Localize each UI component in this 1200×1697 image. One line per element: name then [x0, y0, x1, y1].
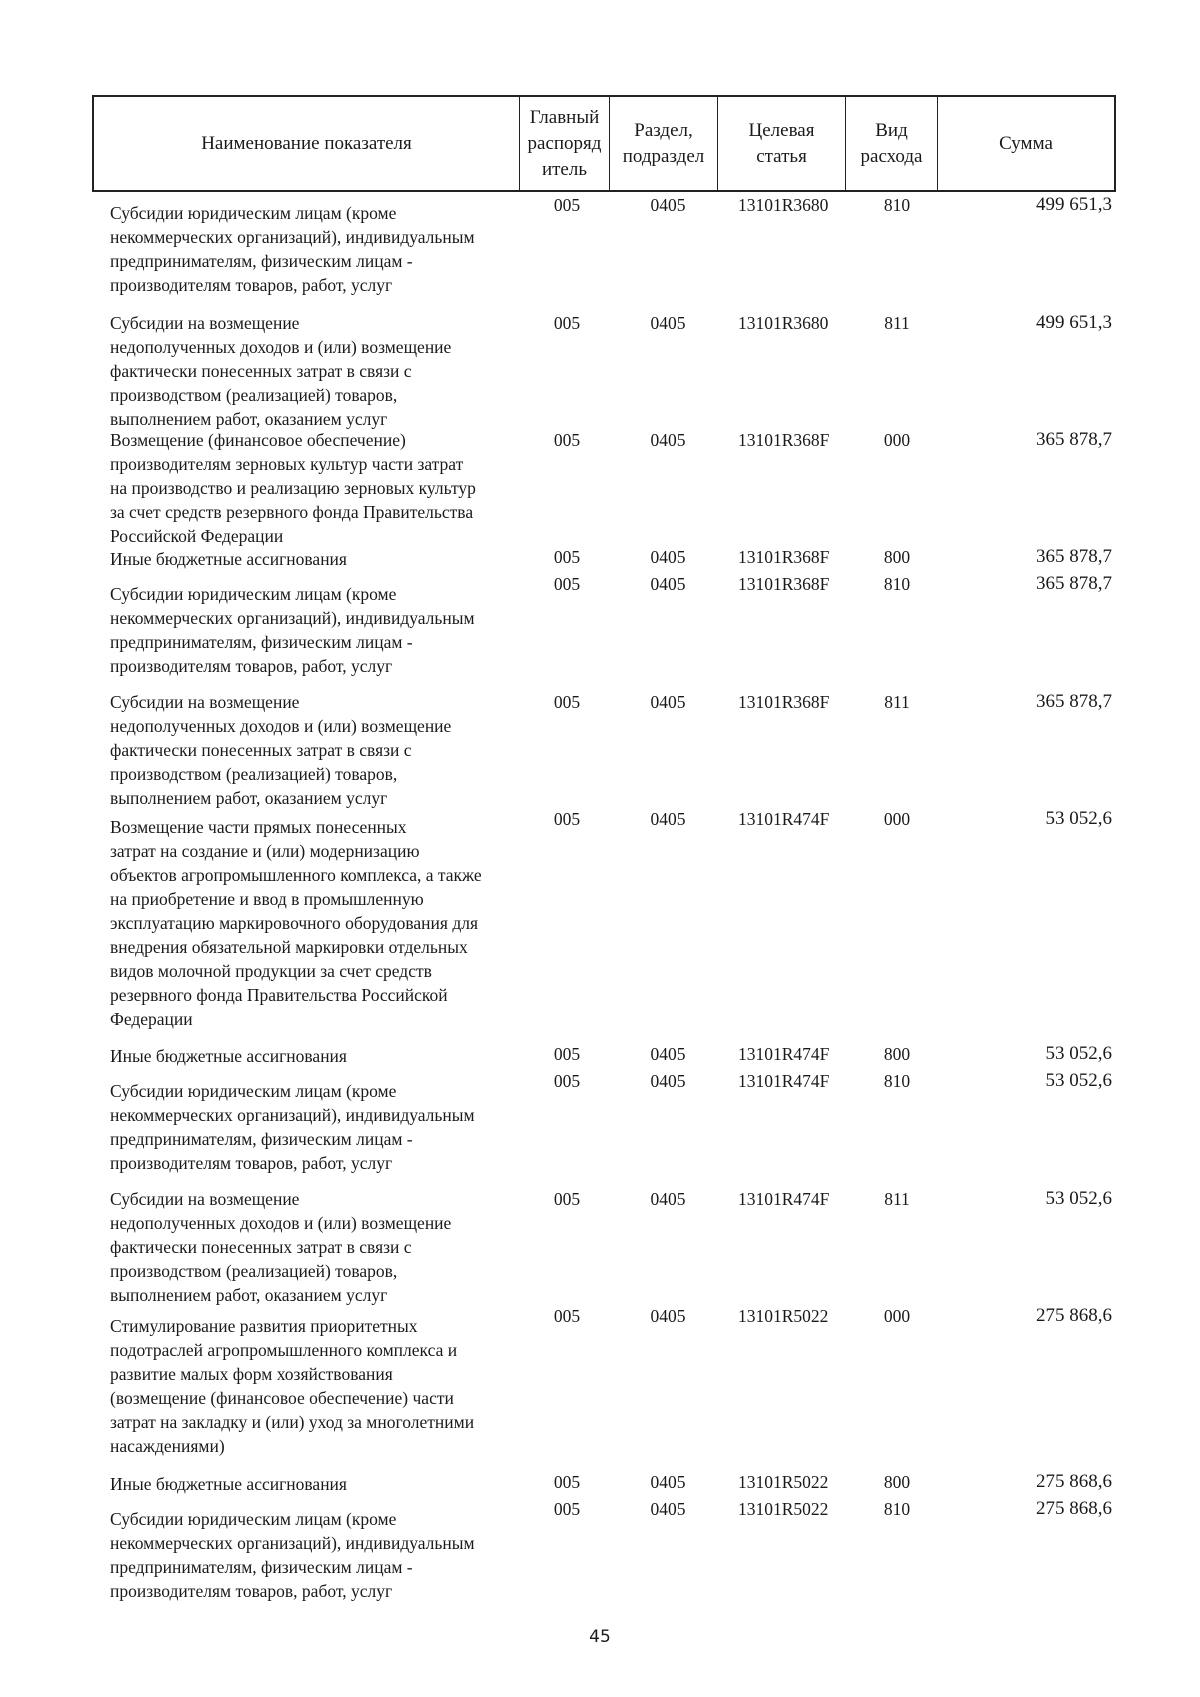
row-vid: 800 [883, 1044, 911, 1064]
row-razdel: 0405 [650, 574, 686, 594]
row-razdel: 0405 [650, 1044, 686, 1064]
row-razdel: 0405 [650, 430, 686, 450]
row-statya: 13101R368F [738, 430, 830, 450]
row-glavny: 005 [553, 313, 581, 333]
row-summa: 53 052,6 [1045, 1070, 1112, 1091]
row-statya: 13101R474F [738, 1044, 830, 1064]
row-statya: 13101R474F [738, 1071, 830, 1091]
row-razdel: 0405 [650, 313, 686, 333]
row-summa: 365 878,7 [1036, 573, 1112, 594]
header-summa: Сумма [999, 132, 1053, 154]
page-number: 45 [589, 1627, 611, 1647]
row-summa: 499 651,3 [1036, 312, 1112, 333]
header-razdel: Раздел, подраздел [610, 97, 718, 190]
row-vid: 810 [883, 1071, 911, 1091]
row-glavny: 005 [553, 1306, 581, 1326]
row-name: Субсидии юридическим лицам (кроме некоммерческих организаций), индивидуальным предпринимателям, физическим лицам - производителям товаров, работ, услуг [110, 203, 475, 295]
row-statya: 13101R368F [738, 692, 830, 712]
row-razdel: 0405 [650, 1306, 686, 1326]
row-name: Иные бюджетные ассигнования [110, 1474, 347, 1494]
row-summa: 53 052,6 [1045, 808, 1112, 829]
row-razdel: 0405 [650, 1071, 686, 1091]
row-summa: 275 868,6 [1036, 1498, 1112, 1519]
row-razdel: 0405 [650, 547, 686, 567]
row-glavny: 005 [553, 547, 581, 567]
row-vid: 810 [883, 1499, 911, 1519]
row-glavny: 005 [553, 574, 581, 594]
row-statya: 13101R3680 [738, 195, 829, 215]
row-statya: 13101R3680 [738, 313, 829, 333]
row-razdel: 0405 [650, 1189, 686, 1209]
row-statya: 13101R368F [738, 547, 830, 567]
row-name: Иные бюджетные ассигнования [110, 1046, 347, 1066]
row-razdel: 0405 [650, 1472, 686, 1492]
row-vid: 811 [884, 1189, 910, 1209]
row-summa: 365 878,7 [1036, 546, 1112, 567]
row-summa: 499 651,3 [1036, 194, 1112, 215]
row-glavny: 005 [553, 1189, 581, 1209]
row-summa: 275 868,6 [1036, 1471, 1112, 1492]
row-vid: 000 [883, 430, 911, 450]
row-vid: 800 [883, 1472, 911, 1492]
row-razdel: 0405 [650, 809, 686, 829]
header-glavny: Главный распоряд итель [520, 97, 610, 190]
header-statya: Целевая статья [718, 97, 846, 190]
row-summa: 53 052,6 [1045, 1188, 1112, 1209]
row-name: Иные бюджетные ассигнования [110, 549, 347, 569]
header-name: Наименование показателя [94, 97, 520, 190]
row-glavny: 005 [553, 692, 581, 712]
row-name: Субсидии на возмещение недополученных доходов и (или) возмещение фактически понесенных затрат в связи с производством (реализацией) товаров, выполнением работ, оказанием услуг [110, 692, 452, 808]
row-name: Субсидии юридическим лицам (кроме некоммерческих организаций), индивидуальным предпринимателям, физическим лицам - производителям товаров, работ, услуг [110, 584, 475, 676]
row-summa: 365 878,7 [1036, 429, 1112, 450]
row-statya: 13101R5022 [738, 1499, 829, 1519]
row-glavny: 005 [553, 1071, 581, 1091]
row-vid: 810 [883, 574, 911, 594]
row-razdel: 0405 [650, 1499, 686, 1519]
row-name: Возмещение части прямых понесенных затрат на создание и (или) модернизацию объектов агропромышленного комплекса, а также на приобретение и ввод в промышленную эксплуатацию маркировочного оборудования для внедрения обязательной маркировки отдельных видов молочной продукции за счет средств резервного фонда Правительства Российской Федерации [110, 817, 482, 1029]
row-glavny: 005 [553, 1499, 581, 1519]
row-summa: 53 052,6 [1045, 1043, 1112, 1064]
row-razdel: 0405 [650, 195, 686, 215]
row-statya: 13101R474F [738, 1189, 830, 1209]
row-glavny: 005 [553, 195, 581, 215]
row-vid: 810 [883, 195, 911, 215]
row-vid: 000 [883, 1306, 911, 1326]
row-vid: 811 [884, 313, 910, 333]
row-name: Субсидии на возмещение недополученных доходов и (или) возмещение фактически понесенных затрат в связи с производством (реализацией) товаров, выполнением работ, оказанием услуг [110, 1189, 452, 1305]
row-statya: 13101R5022 [738, 1306, 829, 1326]
row-glavny: 005 [553, 430, 581, 450]
row-glavny: 005 [553, 1044, 581, 1064]
row-statya: 13101R368F [738, 574, 830, 594]
row-vid: 800 [883, 547, 911, 567]
row-summa: 275 868,6 [1036, 1305, 1112, 1326]
row-name: Субсидии на возмещение недополученных доходов и (или) возмещение фактически понесенных затрат в связи с производством (реализацией) товаров, выполнением работ, оказанием услуг [110, 313, 452, 429]
header-vid: Вид расхода [846, 97, 938, 190]
row-vid: 811 [884, 692, 910, 712]
row-summa: 365 878,7 [1036, 691, 1112, 712]
row-name: Возмещение (финансовое обеспечение) производителям зерновых культур части затрат на производство и реализацию зерновых культур за счет средств резервного фонда Правительства Российской Федерации [110, 430, 476, 546]
row-statya: 13101R474F [738, 809, 830, 829]
row-name: Субсидии юридическим лицам (кроме некоммерческих организаций), индивидуальным предпринимателям, физическим лицам - производителям товаров, работ, услуг [110, 1081, 475, 1173]
row-glavny: 005 [553, 1472, 581, 1492]
row-name: Субсидии юридическим лицам (кроме некоммерческих организаций), индивидуальным предпринимателям, физическим лицам - производителям товаров, работ, услуг [110, 1509, 475, 1601]
row-vid: 000 [883, 809, 911, 829]
row-statya: 13101R5022 [738, 1472, 829, 1492]
row-razdel: 0405 [650, 692, 686, 712]
row-name: Стимулирование развития приоритетных подотраслей агропромышленного комплекса и развитие малых форм хозяйствования (возмещение (финансовое обеспечение) части затрат на закладку и (или) уход за многолетними насаждениями) [110, 1316, 475, 1456]
row-glavny: 005 [553, 809, 581, 829]
